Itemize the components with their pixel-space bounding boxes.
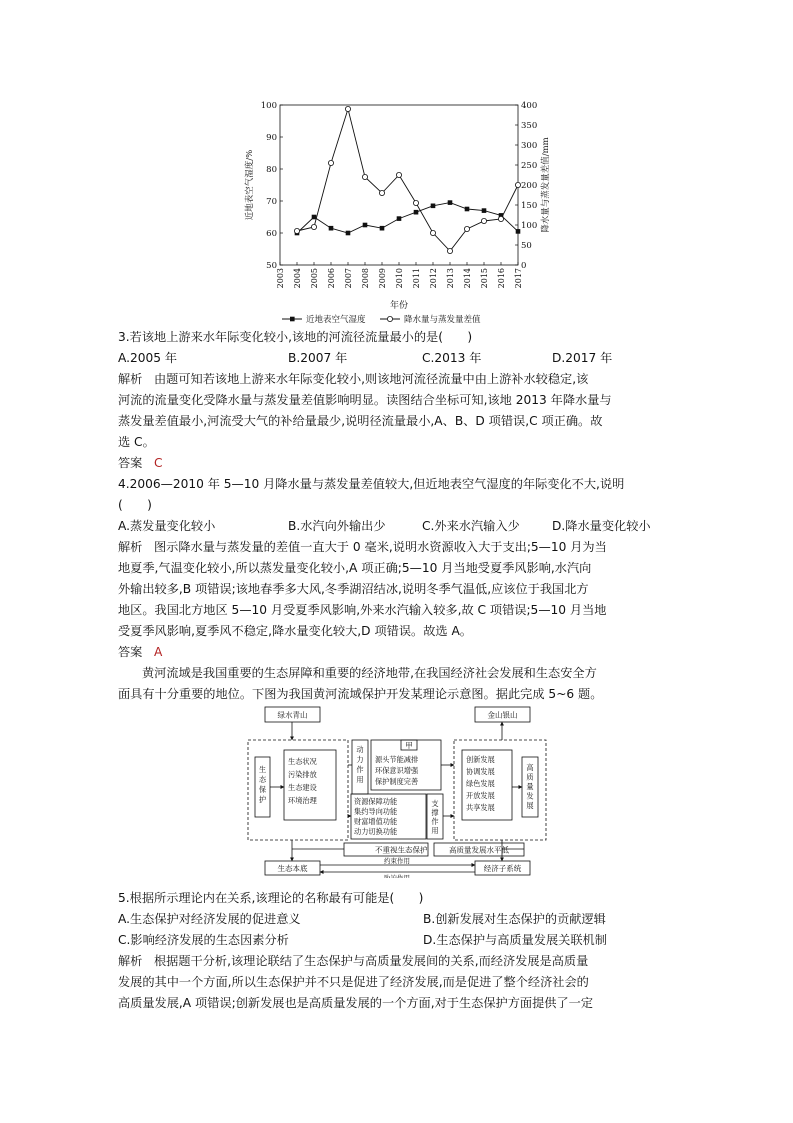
q5-analysis-line-1 xyxy=(118,951,678,972)
q4-analysis-line-3: 外输出较多,B 项错误;该地春季多大风,冬季湖沼结冰,说明冬季气温低,应该位于我国北方 xyxy=(118,582,589,596)
theory-diagram xyxy=(240,702,555,878)
q5-option-d: D.生态保护与高质量发展关联机制 xyxy=(423,933,607,947)
x-axis-label: 年份 xyxy=(389,301,409,311)
y-right-axis-label: 降水量与蒸发量差值/mm xyxy=(541,137,551,233)
diff-point xyxy=(328,160,333,165)
jia-item-2: 环保意识增强 xyxy=(375,766,419,775)
diff-point xyxy=(447,248,452,253)
q3-analysis-text-1: 由题可知若该地上游来水年际变化较小,则该地河流径流量中由上游补水较稳定,该 xyxy=(154,372,589,386)
innov-3: 绿色发展 xyxy=(466,779,495,788)
y-left-tick-label: 80 xyxy=(266,165,277,175)
label-top-right: 金山银山 xyxy=(487,710,518,720)
question-4 xyxy=(118,474,678,705)
label-constraint: 约束作用 xyxy=(384,857,410,865)
label-hq: 高质量发展 xyxy=(526,763,534,810)
q3-answer-label: 答案 xyxy=(118,456,143,470)
diff-point xyxy=(396,172,401,177)
humidity-point xyxy=(465,207,470,212)
x-tick-label: 2003 xyxy=(276,268,285,289)
label-zhicheng: 支撑作用 xyxy=(431,799,439,835)
label-eco-base: 生态本底 xyxy=(277,864,308,873)
q4-option-b: B.水汽向外输出少 xyxy=(288,519,386,533)
q4-stem-line-1: 4.2006—2010 年 5—10 月降水量与蒸发量差值较大,但近地表空气湿度的年际变化不大,说明 xyxy=(118,477,625,491)
humidity-point xyxy=(414,210,419,215)
x-tick-label: 2010 xyxy=(395,268,404,289)
q3-option-d: D.2017 年 xyxy=(552,351,613,365)
diff-point xyxy=(379,190,384,195)
x-tick-label: 2008 xyxy=(361,268,370,289)
humidity-point xyxy=(397,216,402,221)
innov-5: 共享发展 xyxy=(466,803,495,812)
humidity-point xyxy=(312,215,317,220)
q5-analysis-line-3: 高质量发展,A 项错误;创新发展也是高质量发展的一个方面,对于生态保护方面提供了一定 xyxy=(118,996,594,1010)
humidity-point xyxy=(329,226,334,231)
intro-line-2: 面具有十分重要的地位。下图为我国黄河流域保护开发某理论示意图。据此完成 5~6 题。 xyxy=(118,687,603,701)
humidity-point xyxy=(380,226,385,231)
x-tick-label: 2016 xyxy=(497,268,506,289)
q5-options-row-2 xyxy=(118,930,678,951)
q5-option-a: A.生态保护对经济发展的促进意义 xyxy=(118,912,301,926)
q4-answer xyxy=(118,642,678,663)
x-tick-label: 2004 xyxy=(293,268,302,289)
y-left-tick-label: 50 xyxy=(266,261,277,271)
resource-1: 资源保障功能 xyxy=(354,797,398,806)
x-tick-label: 2017 xyxy=(514,268,523,289)
q3-analysis-line-2: 河流的流量变化受降水量与蒸发量差值影响明显。读图结合坐标可知,该地 2013 年降水量与 xyxy=(118,393,612,407)
y-right-tick-label: 150 xyxy=(521,201,538,211)
q4-analysis-line-4: 地区。我国北方地区 5—10 月受夏季风影响,外来水汽输入较多,故 C 项错误;5—10 月当地 xyxy=(118,603,607,617)
y-right-tick-label: 300 xyxy=(521,141,538,151)
humidity-point xyxy=(363,223,368,228)
humidity-point xyxy=(516,229,521,234)
x-tick-label: 2013 xyxy=(446,268,455,289)
x-tick-label: 2015 xyxy=(480,268,489,289)
q4-option-c: C.外来水汽输入少 xyxy=(422,519,520,533)
humidity-point xyxy=(346,231,351,236)
innov-1: 创新发展 xyxy=(466,755,495,764)
q5-option-b: B.创新发展对生态保护的贡献逻辑 xyxy=(423,912,606,926)
diff-point xyxy=(345,106,350,111)
eco-status-4: 环境治理 xyxy=(288,796,317,805)
x-tick-label: 2014 xyxy=(463,268,472,289)
plot-frame xyxy=(280,105,518,265)
q4-analysis-line-5: 受夏季风影响,夏季风不稳定,降水量变化较大,D 项错误。故选 A。 xyxy=(118,624,472,638)
label-top-left: 绿水青山 xyxy=(277,710,308,720)
q4-analysis-label: 解析 xyxy=(118,540,143,554)
question-3 xyxy=(118,327,678,474)
x-tick-label: 2005 xyxy=(310,268,319,289)
q5-analysis-text-1: 根据题干分析,该理论联结了生态保护与高质量发展间的关系,而经济发展是高质量 xyxy=(154,954,589,968)
label-not-valued: 不重视生态保护 xyxy=(375,845,428,855)
y-left-axis-label: 近地表空气湿度/% xyxy=(245,149,255,221)
label-econ-sys: 经济子系统 xyxy=(483,864,522,873)
diff-point xyxy=(498,216,503,221)
diff-point xyxy=(413,200,418,205)
y-left-tick-label: 60 xyxy=(266,229,277,239)
q3-answer-value: C xyxy=(154,456,163,470)
q5-analysis-line-2: 发展的其中一个方面,所以生态保护并不只是促进了经济发展,而是促进了整个经济社会的 xyxy=(118,975,589,989)
eco-status-1: 生态状况 xyxy=(288,757,317,766)
intro-line-1: 黄河流域是我国重要的生态屏障和重要的经济地带,在我国经济社会发展和生态安全方 xyxy=(142,666,597,680)
q4-analysis-line-2: 地夏季,气温变化较小,所以蒸发量变化较小,A 项正确;5—10 月当地受夏季风影响,水汽向 xyxy=(118,561,592,575)
y-left-tick-label: 70 xyxy=(266,197,277,207)
jia-item-3: 保护制度完善 xyxy=(375,777,419,786)
q4-stem-line-2: ( ) xyxy=(118,498,152,512)
y-right-tick-label: 350 xyxy=(521,121,538,131)
x-tick-label: 2011 xyxy=(412,268,421,289)
q3-options xyxy=(118,348,678,369)
line-chart xyxy=(232,95,562,330)
q3-option-b: B.2007 年 xyxy=(288,351,348,365)
q3-stem: 3.若该地上游来水年际变化较小,该地的河流径流量最小的是( ) xyxy=(118,330,473,344)
q5-analysis-label: 解析 xyxy=(118,954,143,968)
legend-diff-label: 降水量与蒸发量差值 xyxy=(404,315,481,325)
label-hq-low: 高质量发展水平低 xyxy=(449,845,509,855)
diff-point xyxy=(430,230,435,235)
diff-point xyxy=(464,226,469,231)
x-tick-label: 2007 xyxy=(344,268,353,289)
q3-analysis-line-4: 选 C。 xyxy=(118,435,155,449)
legend-humidity-marker xyxy=(290,317,295,322)
legend-humidity-label: 近地表空气湿度 xyxy=(306,315,366,325)
label-dongli: 动力作用 xyxy=(356,745,364,784)
diff-point xyxy=(481,218,486,223)
q3-analysis-line-1 xyxy=(118,369,678,390)
q4-analysis-line-1 xyxy=(118,537,678,558)
x-tick-label: 2006 xyxy=(327,268,336,289)
y-right-tick-label: 0 xyxy=(521,261,527,271)
q5-option-c: C.影响经济发展的生态因素分析 xyxy=(118,933,289,947)
jia-item-1: 源头节能减排 xyxy=(375,755,419,764)
x-tick-label: 2009 xyxy=(378,268,387,289)
diff-point xyxy=(311,224,316,229)
q5-options-row-1 xyxy=(118,909,678,930)
humidity-point xyxy=(448,200,453,205)
q3-answer xyxy=(118,453,678,474)
humidity-point xyxy=(431,204,436,209)
q3-analysis-line-3: 蒸发量差值最小,河流受大气的补给量最少,说明径流量最小,A、B、D 项错误,C 项正确。故 xyxy=(118,414,603,428)
chart-svg xyxy=(232,95,562,330)
q5-stem: 5.根据所示理论内在关系,该理论的名称最有可能是( ) xyxy=(118,891,424,905)
label-assist: 胁迫作用 xyxy=(384,874,410,878)
question-5 xyxy=(118,888,678,1014)
humidity-point xyxy=(482,208,487,213)
y-right-tick-label: 100 xyxy=(521,221,538,231)
q4-option-a: A.蒸发量变化较小 xyxy=(118,519,216,533)
diff-point xyxy=(362,174,367,179)
diagram-svg xyxy=(240,702,555,878)
y-right-tick-label: 200 xyxy=(521,181,538,191)
resource-4: 动力切换功能 xyxy=(354,827,398,836)
q4-options xyxy=(118,516,678,537)
y-left-tick-label: 100 xyxy=(260,101,277,111)
resource-2: 集约导向功能 xyxy=(354,807,398,816)
y-right-tick-label: 250 xyxy=(521,161,538,171)
q4-option-d: D.降水量变化较小 xyxy=(552,519,651,533)
q3-analysis-label: 解析 xyxy=(118,372,143,386)
y-right-tick-label: 400 xyxy=(521,101,538,111)
x-tick-label: 2012 xyxy=(429,268,438,289)
eco-status-2: 污染排放 xyxy=(288,770,317,779)
diff-point xyxy=(294,228,299,233)
eco-status-3: 生态建设 xyxy=(288,783,317,792)
q3-option-c: C.2013 年 xyxy=(422,351,482,365)
y-left-tick-label: 90 xyxy=(266,133,277,143)
legend-diff-marker xyxy=(387,316,392,321)
innov-2: 协调发展 xyxy=(466,767,495,776)
label-jia-box: 甲 xyxy=(405,741,413,750)
y-right-tick-label: 50 xyxy=(521,241,532,251)
q4-answer-label: 答案 xyxy=(118,645,143,659)
diff-point xyxy=(515,182,520,187)
q4-analysis-text-1: 图示降水量与蒸发量的差值一直大于 0 毫米,说明水资源收入大于支出;5—10 月为当 xyxy=(154,540,607,554)
resource-3: 财富增值功能 xyxy=(354,817,398,826)
label-eco-protect: 生态保护 xyxy=(258,765,267,804)
q4-answer-value: A xyxy=(154,645,163,659)
q3-option-a: A.2005 年 xyxy=(118,351,178,365)
innov-4: 开放发展 xyxy=(466,791,495,800)
